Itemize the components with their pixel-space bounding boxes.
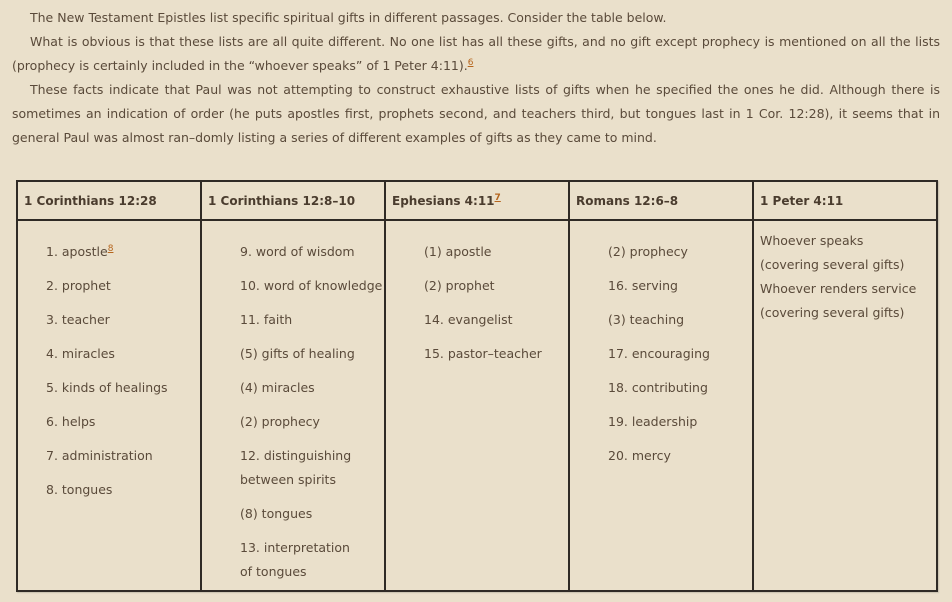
list-item: 6. helps (46, 414, 96, 429)
list-item: 9. word of wisdom (240, 244, 355, 259)
footnote-link-8[interactable]: 8 (107, 244, 114, 254)
list-item: 14. evangelist (424, 312, 513, 327)
list-item: 2. prophet (46, 278, 111, 293)
header-label: Ephesians 4:11 (392, 193, 495, 208)
header-label: 1 Corinthians 12:8–10 (208, 193, 356, 208)
header-romans-12-6-8 (569, 181, 753, 220)
paragraph-intro (12, 6, 940, 30)
list-item (46, 240, 200, 264)
list-item: 18. contributing (608, 380, 708, 395)
header-1-peter-4-11 (753, 181, 937, 220)
list-item: 7. administration (46, 448, 153, 463)
list-item: 17. encouraging (608, 346, 710, 361)
column-ephesians-4-11 (385, 220, 569, 591)
list-item-text: 1. apostle (46, 244, 108, 259)
list-item: Whoever renders service (760, 281, 917, 296)
list-item: 4. miracles (46, 346, 115, 361)
footnote-link-6[interactable]: 6 (467, 58, 474, 68)
column-romans-12-6-8 (569, 220, 753, 591)
list-item: (1) apostle (424, 244, 492, 259)
list-item: (5) gifts of healing (240, 346, 355, 361)
header-1-corinthians-12-28 (17, 181, 201, 220)
list-item: 19. leadership (608, 414, 698, 429)
list-item: 11. faith (240, 312, 293, 327)
list-item: 16. serving (608, 278, 678, 293)
list-item: 10. word of knowledge (240, 278, 383, 293)
paragraph-conclusion (12, 78, 940, 150)
list-item: (4) miracles (240, 380, 315, 395)
list-item: 8. tongues (46, 482, 113, 497)
header-label: 1 Peter 4:11 (760, 193, 844, 208)
header-ephesians-4-11 (385, 181, 569, 220)
table-header-row (17, 181, 937, 220)
list-item: (covering several gifts) (760, 305, 905, 320)
paragraph-intro-text: The New Testament Epistles list specific spiritual gifts in different passages. Consider the table below. (30, 10, 667, 25)
spiritual-gifts-table (16, 180, 938, 592)
column-1-corinthians-12-8-10 (201, 220, 385, 591)
paragraph-conclusion-text: These facts indicate that Paul was not attempting to construct exhaustive lists of gifts when he specified the ones he did. Although there is sometimes an indication of order (he puts apostles first, prophets second, and teachers third, but tongues last in 1 Cor. 12:28), it seems that in general Paul was almost ran–domly listing a series of different examples of gifts as they came to mind. (12, 82, 940, 145)
list-item: (2) prophet (424, 278, 495, 293)
column-1-corinthians-12-28 (17, 220, 201, 591)
list-item: (2) prophecy (240, 414, 320, 429)
list-item: (covering several gifts) (760, 257, 905, 272)
list-item: (8) tongues (240, 506, 313, 521)
list-item: (3) teaching (608, 312, 685, 327)
list-item: 12. distinguishing between spirits (240, 448, 352, 487)
header-label: 1 Corinthians 12:28 (24, 193, 157, 208)
header-1-corinthians-12-8-10 (201, 181, 385, 220)
footnote-link-7[interactable]: 7 (494, 192, 501, 203)
list-item: 20. mercy (608, 448, 671, 463)
paragraph-observation-text: What is obvious is that these lists are all quite different. No one list has all these gifts, and no gift except prophecy is mentioned on all the lists (prophecy is certainly included in the “whoever speaks” of 1 Peter 4:11). (12, 34, 940, 73)
list-item: 3. teacher (46, 312, 110, 327)
list-item: 5. kinds of healings (46, 380, 168, 395)
list-item: (2) prophecy (608, 244, 688, 259)
column-1-peter-4-11 (753, 220, 937, 591)
list-item: Whoever speaks (760, 233, 864, 248)
header-label: Romans 12:6–8 (576, 193, 679, 208)
paragraph-observation (12, 30, 940, 78)
list-item: 13. interpretation of tongues (240, 540, 350, 579)
table-body-row (17, 220, 937, 591)
list-item: 15. pastor–teacher (424, 346, 542, 361)
